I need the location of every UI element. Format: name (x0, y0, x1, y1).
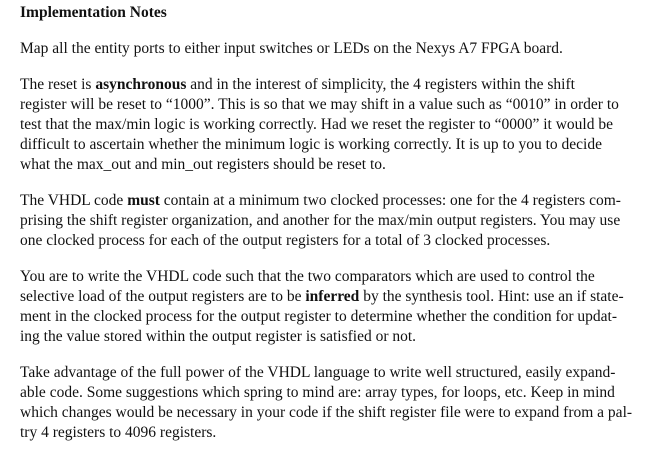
text-line: ment in the clocked process for the output register to determine whether the condition for updat- (20, 308, 617, 325)
text-line: prising the shift register organization, and another for the max/min output registers. You may use (20, 212, 621, 229)
bold-term-asynchronous: asynchronous (95, 76, 187, 93)
text-run: selective load of the output registers are to be (20, 288, 306, 305)
text-line: one clocked process for each of the output registers for a total of 3 clocked processes. (20, 232, 551, 249)
paragraph-ports (20, 39, 660, 59)
section-heading: Implementation Notes (20, 4, 167, 21)
bold-term-inferred: inferred (305, 288, 360, 305)
text-line (20, 287, 660, 307)
text-run: contain at a minimum two clocked processes: one for the 4 registers com- (159, 192, 621, 209)
text-line: ing the value stored within the output register is satisfied or not. (20, 328, 417, 345)
text-line: difficult to ascertain whether the minimum logic is working correctly. It is up to you to decide (20, 136, 602, 153)
text-run: The VHDL code (20, 192, 128, 209)
bold-term-must: must (127, 192, 160, 209)
text-line: Take advantage of the full power of the VHDL language to write well structured, easily expand- (20, 364, 616, 381)
document-page (20, 3, 660, 459)
text-line: what the max_out and min_out registers should be reset to. (20, 156, 386, 173)
text-line (20, 75, 660, 95)
paragraph-processes (20, 191, 660, 251)
text-run: by the synthesis tool. Hint: use an if state- (359, 288, 624, 305)
text-line: test that the max/min logic is working correctly. Had we reset the register to “0000” it would be (20, 116, 613, 133)
text-run: The reset is (20, 76, 96, 93)
text-line: Map all the entity ports to either input switches or LEDs on the Nexys A7 FPGA board. (20, 40, 563, 57)
text-line: register will be reset to “1000”. This is so that we may shift in a value such as “0010” in order to (20, 96, 619, 113)
text-run: and in the interest of simplicity, the 4 registers within the shift (186, 76, 575, 93)
text-line: able code. Some suggestions which spring to mind are: array types, for loops, etc. Keep in mind (20, 384, 615, 401)
paragraph-vhdl-advice (20, 363, 660, 443)
paragraph-reset (20, 75, 660, 175)
text-line: You are to write the VHDL code such that the two comparators which are used to control the (20, 268, 595, 285)
text-line: which changes would be necessary in your code if the shift register file were to expand from a pal- (20, 404, 633, 421)
paragraph-comparators (20, 267, 660, 347)
text-line (20, 191, 660, 211)
text-line: try 4 registers to 4096 registers. (20, 424, 217, 441)
